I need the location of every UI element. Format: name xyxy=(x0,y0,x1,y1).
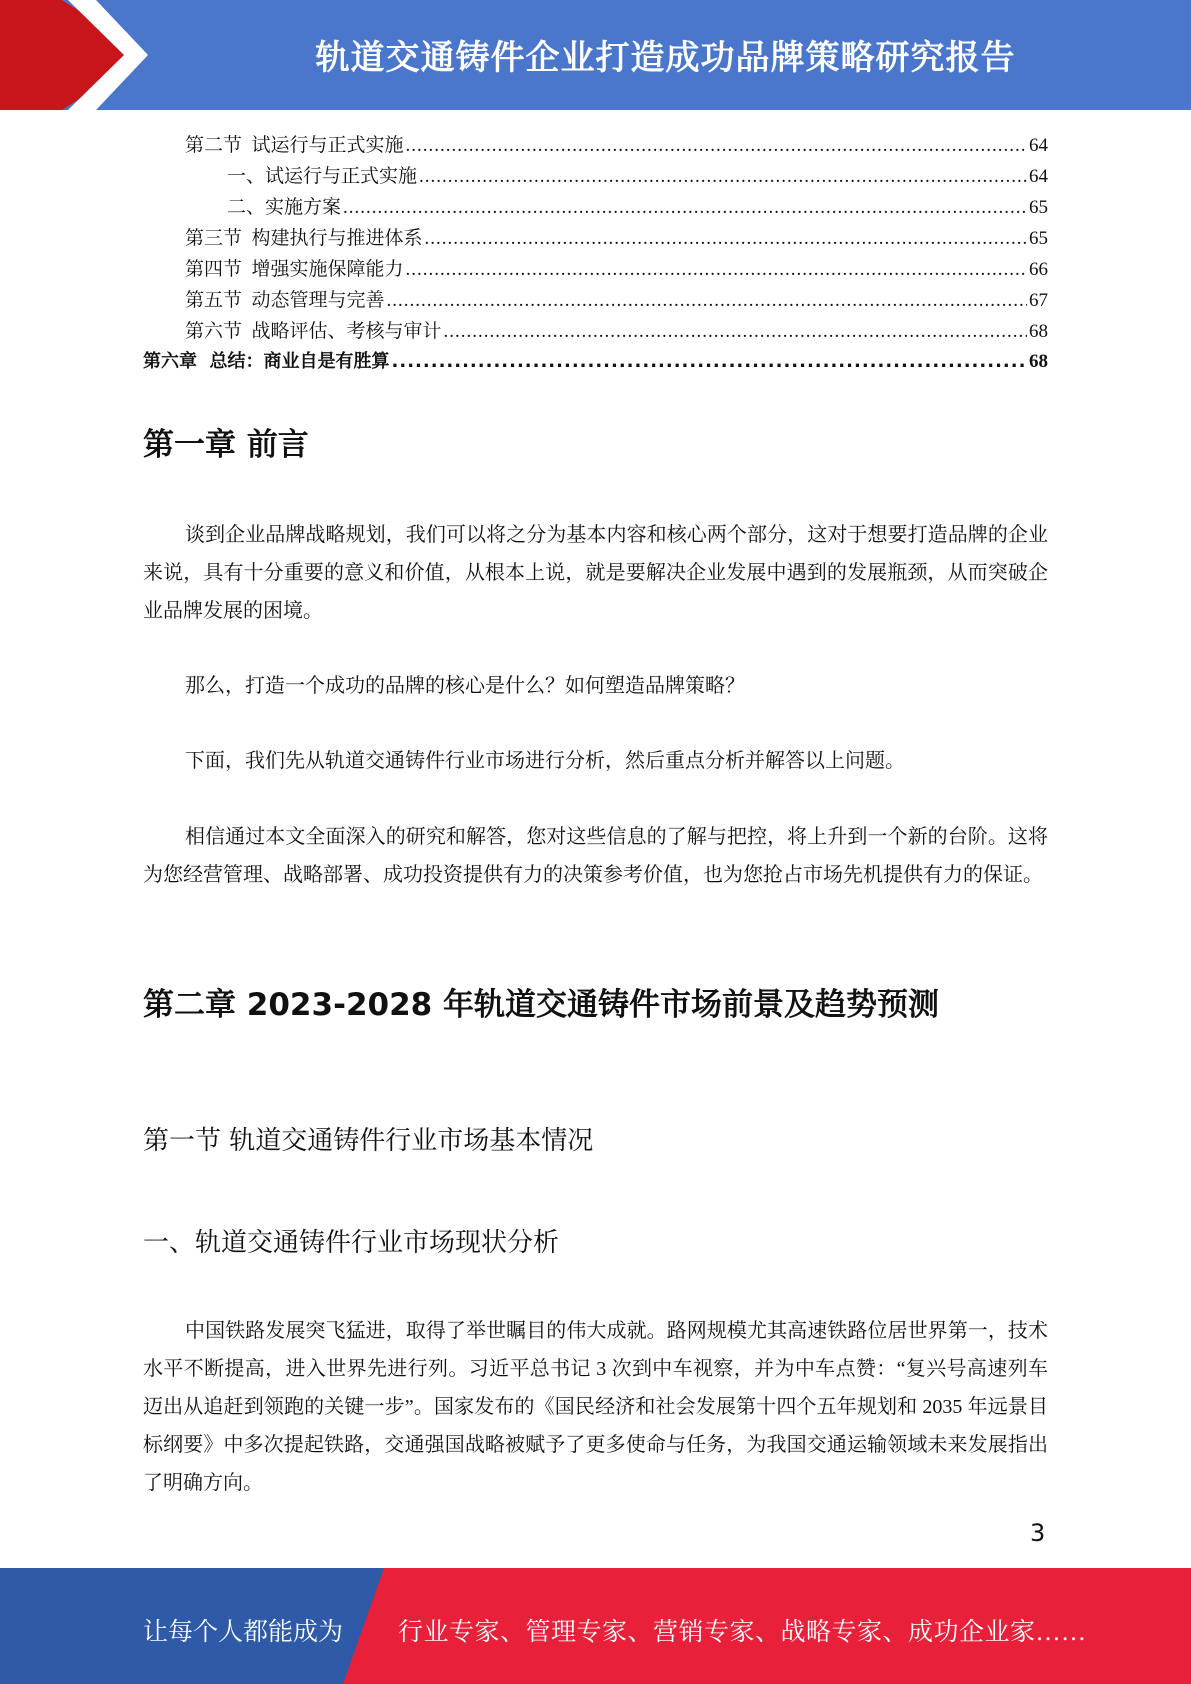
toc-entry[interactable] xyxy=(143,316,1048,347)
toc-leader xyxy=(406,135,1027,157)
toc-leader xyxy=(392,351,1027,372)
toc-leader xyxy=(425,228,1027,250)
report-title: 轨道交通铸件企业打造成功品牌策略研究报告 xyxy=(315,38,1016,78)
toc-entry[interactable] xyxy=(143,192,1048,223)
toc-entry[interactable] xyxy=(143,130,1048,161)
table-of-contents xyxy=(143,130,1048,378)
toc-entry-page: 68 xyxy=(1029,351,1048,372)
toc-entry[interactable] xyxy=(143,223,1048,254)
paragraph: 那么，打造一个成功的品牌的核心是什么？如何塑造品牌策略？ xyxy=(185,675,745,697)
toc-entry[interactable] xyxy=(143,161,1048,192)
toc-entry-title: 第二节 试运行与正式实施 xyxy=(185,135,404,156)
toc-entry-page: 67 xyxy=(1029,290,1048,311)
toc-entry-page: 65 xyxy=(1029,197,1048,218)
toc-leader xyxy=(343,197,1027,219)
header-banner xyxy=(0,0,1191,110)
toc-leader xyxy=(444,321,1027,343)
toc-entry[interactable] xyxy=(143,285,1048,316)
page-number: 3 xyxy=(1030,1519,1046,1547)
toc-leader xyxy=(419,166,1027,188)
chapter-1-heading: 第一章 前言 xyxy=(143,427,309,463)
toc-entry[interactable] xyxy=(143,254,1048,285)
toc-entry-title: 第六节 战略评估、考核与审计 xyxy=(185,321,442,342)
footer-slogan-right: 行业专家、管理专家、营销专家、战略专家、成功企业家…… xyxy=(398,1619,1087,1646)
toc-entry-title: 第五节 动态管理与完善 xyxy=(185,290,385,311)
toc-entry-page: 64 xyxy=(1029,135,1048,156)
subsection-heading: 一、轨道交通铸件行业市场现状分析 xyxy=(143,1228,560,1258)
toc-leader xyxy=(387,290,1027,312)
section-heading: 第一节 轨道交通铸件行业市场基本情况 xyxy=(143,1126,594,1156)
footer-banner xyxy=(0,1568,1191,1684)
toc-entry-title: 二、实施方案 xyxy=(227,197,342,218)
paragraph: 中国铁路发展突飞猛进，取得了举世瞩目的伟大成就。路网规模尤其高速铁路位居世界第一，技术水平不断提高，进入世界先进行列。习近平总书记 3 次到中车视察，并为中车点赞：“复兴号高速列车迈出从追赶到领跑的关键一步”。国家发布的《国民经济和社会发展第十四个五年规划和 2035 年远景目标纲要》中多次提起铁路，交通强国战略被赋予了更多使命与任务，为我国交通运输领域未来发展指出了明确方向。 xyxy=(143,1320,1048,1494)
toc-entry-title: 第三节 构建执行与推进体系 xyxy=(185,228,423,249)
chapter-2-heading: 第二章 2023-2028 年轨道交通铸件市场前景及趋势预测 xyxy=(143,987,940,1023)
paragraph: 下面，我们先从轨道交通铸件行业市场进行分析，然后重点分析并解答以上问题。 xyxy=(185,750,905,772)
footer-slogan-left: 让每个人都能成为 xyxy=(143,1619,344,1646)
toc-entry-page: 64 xyxy=(1029,166,1048,187)
toc-leader xyxy=(406,259,1027,281)
toc-chapter-entry[interactable] xyxy=(143,347,1048,378)
paragraph: 谈到企业品牌战略规划，我们可以将之分为基本内容和核心两个部分，这对于想要打造品牌的企业来说，具有十分重要的意义和价值，从根本上说，就是要解决企业发展中遇到的发展瓶颈，从而突破企业品牌发展的困境。 xyxy=(143,524,1048,622)
toc-entry-page: 68 xyxy=(1029,321,1048,342)
toc-entry-title: 第六章 总结：商业自是有胜算 xyxy=(143,351,390,372)
toc-entry-page: 65 xyxy=(1029,228,1048,249)
toc-entry-title: 一、试运行与正式实施 xyxy=(227,166,418,187)
paragraph: 相信通过本文全面深入的研究和解答，您对这些信息的了解与把控，将上升到一个新的台阶。这将为您经营管理、战略部署、成功投资提供有力的决策参考价值，也为您抢占市场先机提供有力的保证。 xyxy=(143,826,1048,886)
toc-entry-title: 第四节 增强实施保障能力 xyxy=(185,259,404,280)
toc-entry-page: 66 xyxy=(1029,259,1048,280)
